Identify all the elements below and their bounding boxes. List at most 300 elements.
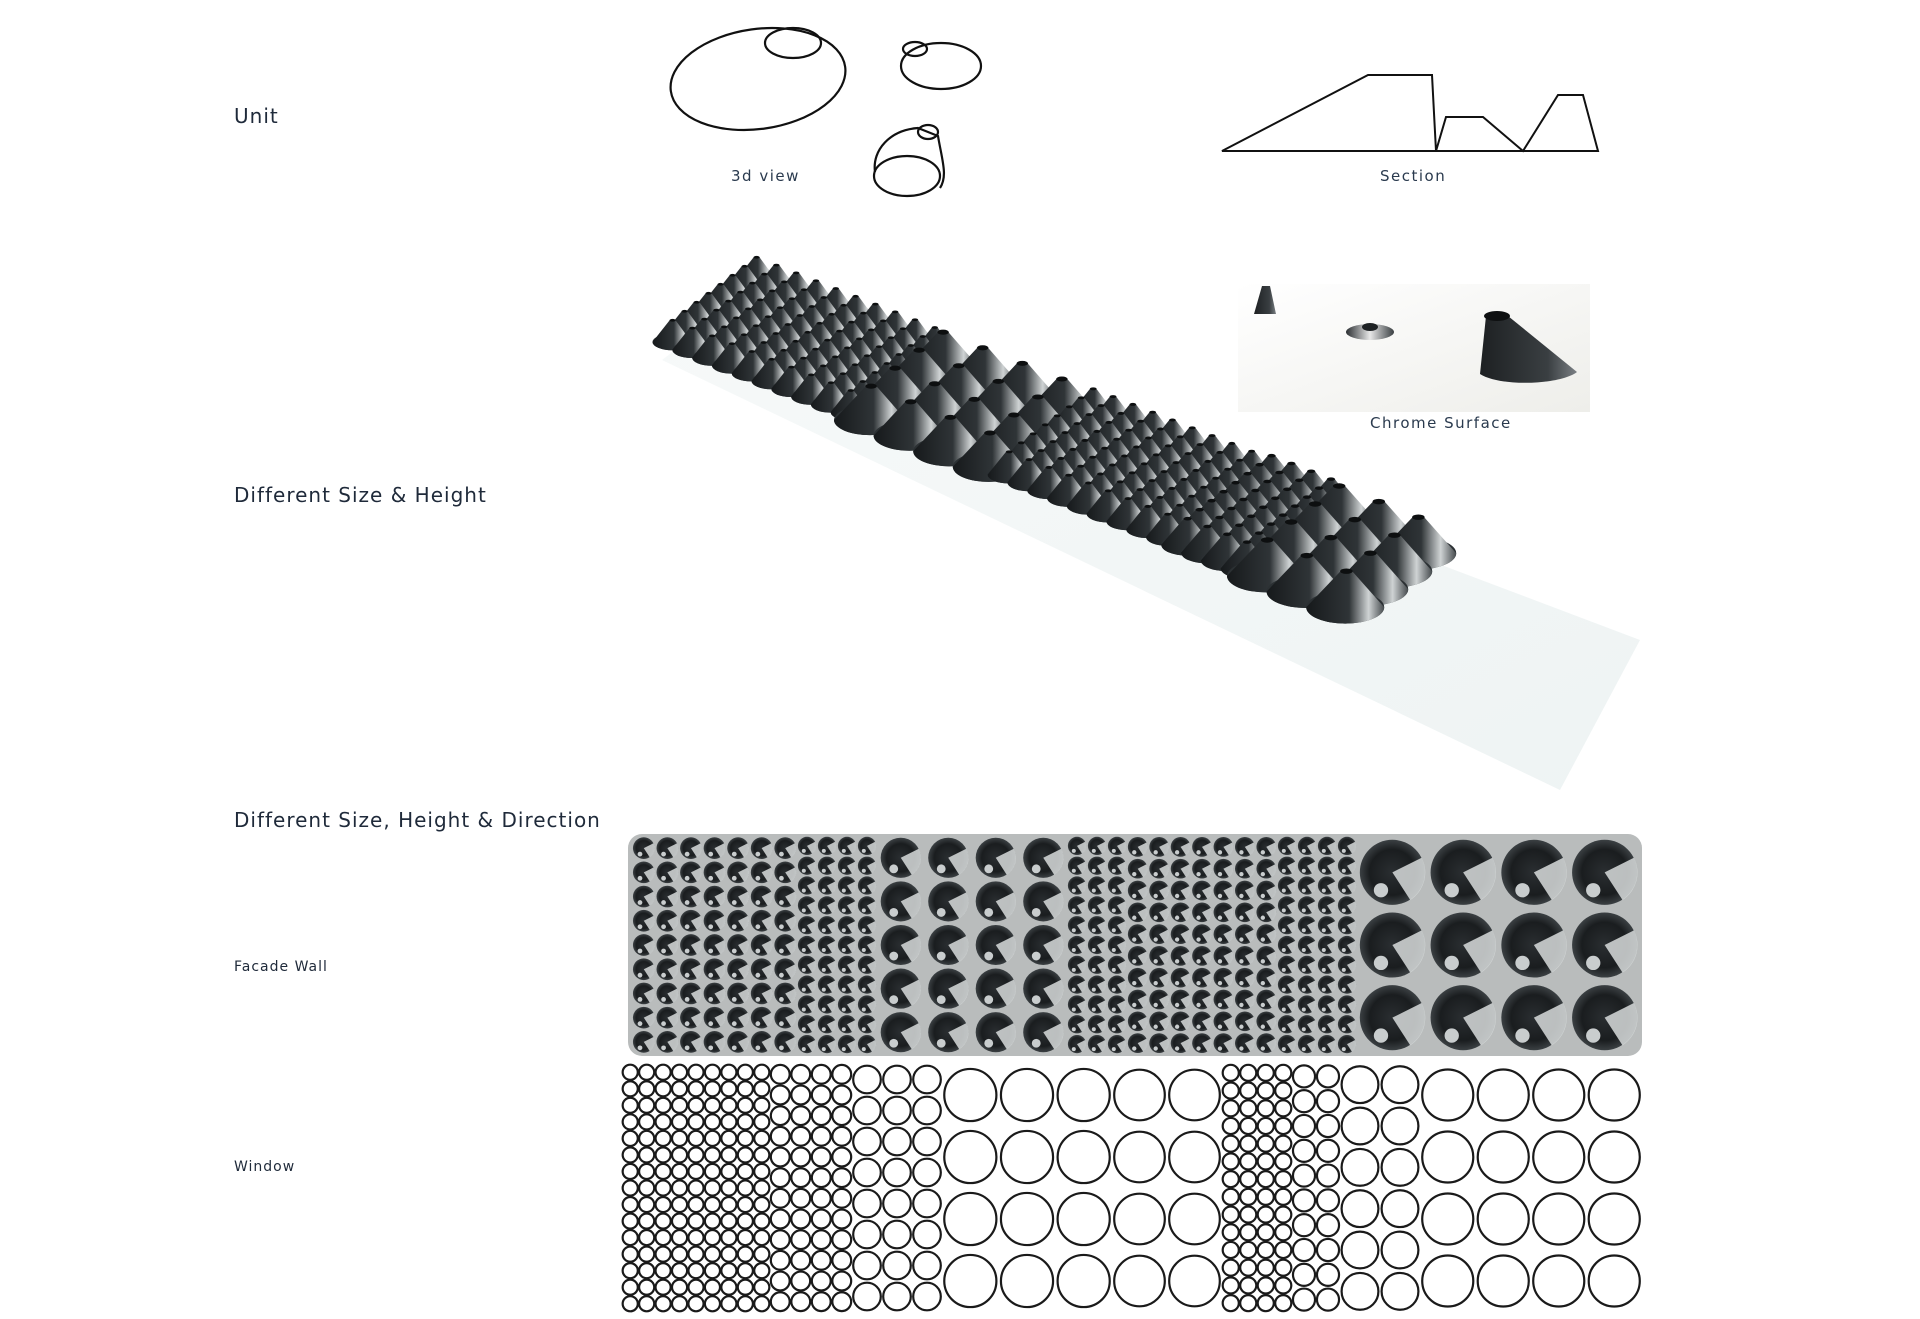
window-circle xyxy=(688,1164,703,1179)
window-circle xyxy=(883,1128,911,1156)
window-circle xyxy=(812,1127,831,1146)
window-circle xyxy=(672,1247,687,1262)
window-circle xyxy=(1533,1069,1584,1120)
window-circle xyxy=(832,1292,851,1311)
window-circle xyxy=(812,1086,831,1105)
window-circle xyxy=(1317,1090,1339,1112)
window-circle xyxy=(1382,1232,1419,1269)
window-circle xyxy=(721,1296,736,1311)
window-circle xyxy=(1422,1193,1473,1244)
window-circle xyxy=(771,1210,790,1229)
window-circle xyxy=(944,1069,996,1121)
window-circle xyxy=(832,1106,851,1125)
window-circle xyxy=(656,1180,671,1195)
label-facade-wall: Facade Wall xyxy=(234,959,328,975)
window-circle xyxy=(1533,1255,1584,1306)
window-circle xyxy=(1240,1260,1256,1276)
window-circle xyxy=(1589,1069,1640,1120)
window-circle xyxy=(1478,1193,1529,1244)
window-circle xyxy=(791,1189,810,1208)
caption-chrome-surface: Chrome Surface xyxy=(1370,414,1512,432)
window-circle xyxy=(1342,1066,1379,1103)
window-circle xyxy=(913,1190,941,1218)
window-circle xyxy=(1275,1260,1291,1276)
window-circle xyxy=(623,1263,638,1278)
window-circle xyxy=(771,1086,790,1105)
window-circle xyxy=(832,1272,851,1291)
window-circle xyxy=(738,1098,753,1113)
window-circle xyxy=(672,1164,687,1179)
window-circle xyxy=(1114,1070,1165,1121)
window-circle xyxy=(832,1189,851,1208)
window-circle xyxy=(883,1283,911,1311)
window-circle xyxy=(656,1197,671,1212)
window-circle xyxy=(771,1251,790,1270)
window-circle xyxy=(688,1214,703,1229)
window-circle xyxy=(1293,1090,1315,1112)
window-circle xyxy=(656,1247,671,1262)
window-circle xyxy=(1342,1232,1379,1269)
window-circle xyxy=(883,1097,911,1125)
window-circle xyxy=(791,1251,810,1270)
window-circle xyxy=(1275,1065,1291,1081)
window-circle xyxy=(1382,1149,1419,1186)
window-circle xyxy=(738,1180,753,1195)
window-circle xyxy=(754,1114,769,1129)
window-circle xyxy=(738,1081,753,1096)
window-circle xyxy=(738,1214,753,1229)
window-circle xyxy=(1293,1214,1315,1236)
window-circle xyxy=(1169,1194,1220,1245)
window-circle xyxy=(1114,1132,1165,1183)
window-circle xyxy=(688,1131,703,1146)
window-circle xyxy=(639,1065,654,1080)
window-circle xyxy=(1223,1171,1239,1187)
window-circle xyxy=(672,1098,687,1113)
window-circle xyxy=(1058,1255,1110,1307)
window-circle xyxy=(1169,1132,1220,1183)
window-circle xyxy=(1317,1214,1339,1236)
window-circle xyxy=(883,1252,911,1280)
window-circle xyxy=(791,1148,810,1167)
window-circle xyxy=(791,1292,810,1311)
window-circle xyxy=(656,1147,671,1162)
window-circle xyxy=(1317,1289,1339,1311)
window-circle xyxy=(771,1189,790,1208)
window-circle xyxy=(656,1214,671,1229)
window-circle xyxy=(656,1230,671,1245)
window-circle xyxy=(1223,1153,1239,1169)
window-circle xyxy=(623,1247,638,1262)
window-circle xyxy=(771,1292,790,1311)
window-circle xyxy=(672,1197,687,1212)
window-circle xyxy=(705,1147,720,1162)
window-circle xyxy=(1258,1171,1274,1187)
window-circle xyxy=(672,1296,687,1311)
window-circle xyxy=(623,1280,638,1295)
window-circle xyxy=(1382,1190,1419,1227)
window-circle xyxy=(853,1097,881,1125)
window-circle xyxy=(639,1247,654,1262)
window-circle xyxy=(913,1066,941,1094)
window-circle xyxy=(1258,1136,1274,1152)
window-circle xyxy=(721,1065,736,1080)
window-circle xyxy=(721,1197,736,1212)
window-circle xyxy=(688,1280,703,1295)
window-circle xyxy=(1275,1242,1291,1258)
window-circle xyxy=(754,1296,769,1311)
window-circle xyxy=(913,1252,941,1280)
window-circle xyxy=(705,1296,720,1311)
window-circle xyxy=(883,1190,911,1218)
window-circle xyxy=(738,1247,753,1262)
window-circle xyxy=(812,1065,831,1084)
window-circle xyxy=(639,1214,654,1229)
window-circle xyxy=(738,1263,753,1278)
window-circle xyxy=(853,1128,881,1156)
window-circle xyxy=(913,1159,941,1187)
window-circle xyxy=(791,1127,810,1146)
window-circle xyxy=(672,1147,687,1162)
window-circle xyxy=(791,1272,810,1291)
window-circle xyxy=(1001,1255,1053,1307)
window-circle xyxy=(771,1168,790,1187)
window-circle xyxy=(738,1131,753,1146)
window-circle xyxy=(1258,1207,1274,1223)
section-title-size-height: Different Size & Height xyxy=(234,483,487,507)
window-circle xyxy=(832,1168,851,1187)
window-circle xyxy=(1317,1165,1339,1187)
window-circle xyxy=(1342,1273,1379,1310)
window-circle xyxy=(754,1263,769,1278)
window-circle xyxy=(1223,1242,1239,1258)
window-circle xyxy=(1478,1255,1529,1306)
window-circle xyxy=(721,1230,736,1245)
window-circle xyxy=(791,1106,810,1125)
window-circle xyxy=(1223,1224,1239,1240)
window-circle xyxy=(721,1280,736,1295)
window-circle xyxy=(754,1280,769,1295)
window-circle xyxy=(1533,1193,1584,1244)
window-circle xyxy=(754,1214,769,1229)
window-circle xyxy=(688,1147,703,1162)
window-circle xyxy=(1533,1131,1584,1182)
window-circle xyxy=(1223,1100,1239,1116)
window-circle xyxy=(1478,1069,1529,1120)
window-circle xyxy=(1382,1273,1419,1310)
window-circle xyxy=(656,1065,671,1080)
window-circle xyxy=(1275,1118,1291,1134)
window-circle xyxy=(832,1065,851,1084)
window-circle xyxy=(1317,1189,1339,1211)
window-circle xyxy=(705,1214,720,1229)
window-circle xyxy=(1258,1295,1274,1311)
window-circle xyxy=(705,1114,720,1129)
section-title-unit: Unit xyxy=(234,104,279,128)
window-circle xyxy=(656,1114,671,1129)
window-circle xyxy=(721,1098,736,1113)
window-circle xyxy=(1240,1295,1256,1311)
window-circle xyxy=(1058,1069,1110,1121)
window-circle xyxy=(1422,1069,1473,1120)
window-circle xyxy=(705,1230,720,1245)
window-circle xyxy=(754,1230,769,1245)
window-circle xyxy=(771,1148,790,1167)
window-circle xyxy=(812,1251,831,1270)
window-circle xyxy=(1058,1131,1110,1183)
window-circle xyxy=(754,1164,769,1179)
window-circle xyxy=(754,1147,769,1162)
window-circle xyxy=(1258,1224,1274,1240)
window-circle xyxy=(705,1263,720,1278)
window-circle xyxy=(1275,1295,1291,1311)
window-circle xyxy=(688,1180,703,1195)
window-circle xyxy=(1223,1118,1239,1134)
window-circle xyxy=(672,1065,687,1080)
window-circle xyxy=(1275,1171,1291,1187)
window-circle xyxy=(738,1065,753,1080)
window-circle xyxy=(1223,1295,1239,1311)
window-circle xyxy=(623,1098,638,1113)
window-circle xyxy=(812,1272,831,1291)
window-circle xyxy=(832,1148,851,1167)
window-circle xyxy=(639,1197,654,1212)
window-circle xyxy=(1058,1193,1110,1245)
window-circle xyxy=(623,1147,638,1162)
window-circle xyxy=(832,1251,851,1270)
window-circle xyxy=(853,1252,881,1280)
window-circle xyxy=(1317,1140,1339,1162)
window-circle xyxy=(791,1210,810,1229)
window-circle xyxy=(623,1164,638,1179)
window-circle xyxy=(705,1197,720,1212)
window-circle xyxy=(771,1106,790,1125)
window-circle xyxy=(639,1131,654,1146)
window-circle xyxy=(853,1221,881,1249)
window-circle xyxy=(688,1081,703,1096)
window-circle xyxy=(754,1081,769,1096)
window-circle xyxy=(812,1168,831,1187)
window-circle xyxy=(639,1164,654,1179)
window-circle xyxy=(853,1283,881,1311)
window-circle xyxy=(1275,1100,1291,1116)
window-circle xyxy=(656,1081,671,1096)
window-circle xyxy=(688,1263,703,1278)
window-circle xyxy=(623,1180,638,1195)
window-circle xyxy=(623,1296,638,1311)
window-circle xyxy=(1258,1277,1274,1293)
window-circle xyxy=(672,1114,687,1129)
window-circle xyxy=(791,1065,810,1084)
window-circle xyxy=(1317,1115,1339,1137)
window-circle xyxy=(1382,1066,1419,1103)
window-circle xyxy=(688,1230,703,1245)
window-circle xyxy=(1293,1115,1315,1137)
window-circle xyxy=(705,1247,720,1262)
window-circle xyxy=(721,1081,736,1096)
window-circle xyxy=(672,1230,687,1245)
window-circle xyxy=(1275,1189,1291,1205)
window-circle xyxy=(812,1292,831,1311)
window-circle xyxy=(1275,1277,1291,1293)
window-circle xyxy=(738,1114,753,1129)
window-circle xyxy=(1258,1118,1274,1134)
window-circle xyxy=(639,1180,654,1195)
window-circle xyxy=(738,1197,753,1212)
window-circle xyxy=(639,1263,654,1278)
window-circle xyxy=(721,1147,736,1162)
window-circle xyxy=(944,1255,996,1307)
window-circle xyxy=(623,1230,638,1245)
window-circle xyxy=(1589,1255,1640,1306)
window-circle xyxy=(672,1214,687,1229)
window-circle xyxy=(738,1296,753,1311)
window-circle xyxy=(688,1247,703,1262)
window-circle xyxy=(853,1190,881,1218)
window-circle xyxy=(1223,1065,1239,1081)
window-circle xyxy=(853,1066,881,1094)
window-circle xyxy=(1240,1207,1256,1223)
window-circle xyxy=(883,1221,911,1249)
window-circle xyxy=(1240,1100,1256,1116)
window-circle xyxy=(1275,1083,1291,1099)
window-circle xyxy=(1240,1065,1256,1081)
window-circle xyxy=(913,1283,941,1311)
window-circle xyxy=(705,1098,720,1113)
window-circle xyxy=(721,1180,736,1195)
window-circle xyxy=(705,1180,720,1195)
window-circle xyxy=(656,1263,671,1278)
window-circle xyxy=(639,1296,654,1311)
window-circle xyxy=(1001,1193,1053,1245)
window-circle xyxy=(1258,1100,1274,1116)
window-circle xyxy=(672,1263,687,1278)
window-circle xyxy=(721,1247,736,1262)
window-circle xyxy=(1240,1153,1256,1169)
window-circle xyxy=(721,1114,736,1129)
window-circle xyxy=(623,1081,638,1096)
window-circle xyxy=(883,1159,911,1187)
window-circle xyxy=(1240,1189,1256,1205)
window-circle xyxy=(754,1098,769,1113)
window-circle xyxy=(656,1296,671,1311)
window-circle xyxy=(1589,1193,1640,1244)
window-circle xyxy=(721,1131,736,1146)
window-circle xyxy=(738,1230,753,1245)
window-circle xyxy=(771,1230,790,1249)
window-circle xyxy=(688,1114,703,1129)
window-circle xyxy=(754,1065,769,1080)
window-circle xyxy=(672,1131,687,1146)
window-circle xyxy=(639,1147,654,1162)
window-circle xyxy=(738,1147,753,1162)
window-circle xyxy=(721,1164,736,1179)
window-circle xyxy=(1317,1264,1339,1286)
window-circle xyxy=(832,1210,851,1229)
window-circle xyxy=(1293,1189,1315,1211)
window-circle xyxy=(1240,1171,1256,1187)
window-circle xyxy=(1223,1260,1239,1276)
window-circle xyxy=(791,1086,810,1105)
window-circle xyxy=(1293,1165,1315,1187)
window-circle xyxy=(623,1131,638,1146)
window-circle xyxy=(1258,1260,1274,1276)
window-circle xyxy=(771,1065,790,1084)
window-circle xyxy=(832,1086,851,1105)
window-circle xyxy=(1275,1207,1291,1223)
window-circle xyxy=(832,1127,851,1146)
window-circle xyxy=(1317,1065,1339,1087)
window-circle xyxy=(913,1097,941,1125)
window-circle xyxy=(944,1131,996,1183)
window-circle xyxy=(1223,1136,1239,1152)
window-circle xyxy=(1001,1131,1053,1183)
window-circle xyxy=(1169,1070,1220,1121)
window-circle xyxy=(623,1214,638,1229)
window-circle xyxy=(672,1180,687,1195)
section-title-size-height-direction: Different Size, Height & Direction xyxy=(234,808,601,832)
window-circle xyxy=(812,1189,831,1208)
window-circle xyxy=(812,1210,831,1229)
window-circle xyxy=(754,1180,769,1195)
window-circle xyxy=(1275,1224,1291,1240)
window-circle xyxy=(639,1114,654,1129)
window-circle xyxy=(812,1230,831,1249)
window-circle xyxy=(913,1221,941,1249)
window-circle xyxy=(1293,1140,1315,1162)
window-circle xyxy=(656,1164,671,1179)
window-circle xyxy=(1240,1242,1256,1258)
window-circle xyxy=(656,1098,671,1113)
window-circle xyxy=(1114,1194,1165,1245)
window-circle xyxy=(913,1128,941,1156)
window-circle xyxy=(639,1280,654,1295)
window-circle xyxy=(688,1065,703,1080)
window-circle xyxy=(771,1272,790,1291)
window-circle xyxy=(791,1230,810,1249)
window-circle xyxy=(754,1197,769,1212)
window-circle xyxy=(1258,1242,1274,1258)
window-circle xyxy=(812,1106,831,1125)
window-circle xyxy=(705,1065,720,1080)
window-circle xyxy=(1223,1083,1239,1099)
caption-section: Section xyxy=(1380,167,1447,185)
window-circle xyxy=(1240,1277,1256,1293)
window-circle xyxy=(705,1131,720,1146)
window-circle xyxy=(832,1230,851,1249)
window-circle xyxy=(656,1131,671,1146)
window-circle xyxy=(1258,1065,1274,1081)
window-circle xyxy=(1169,1256,1220,1307)
window-circle xyxy=(1293,1239,1315,1261)
window-circle xyxy=(1293,1065,1315,1087)
window-circle xyxy=(1275,1136,1291,1152)
window-circle xyxy=(1422,1255,1473,1306)
window-circle xyxy=(639,1098,654,1113)
caption-3d-view: 3d view xyxy=(731,167,800,185)
window-circle xyxy=(688,1296,703,1311)
window-circle xyxy=(705,1164,720,1179)
window-circle xyxy=(812,1148,831,1167)
window-circle xyxy=(623,1114,638,1129)
window-circle xyxy=(1223,1277,1239,1293)
window-circle xyxy=(1275,1153,1291,1169)
window-circle xyxy=(1589,1131,1640,1182)
label-window: Window xyxy=(234,1159,296,1175)
window-circle xyxy=(738,1164,753,1179)
window-circle xyxy=(1114,1256,1165,1307)
window-circle xyxy=(705,1280,720,1295)
